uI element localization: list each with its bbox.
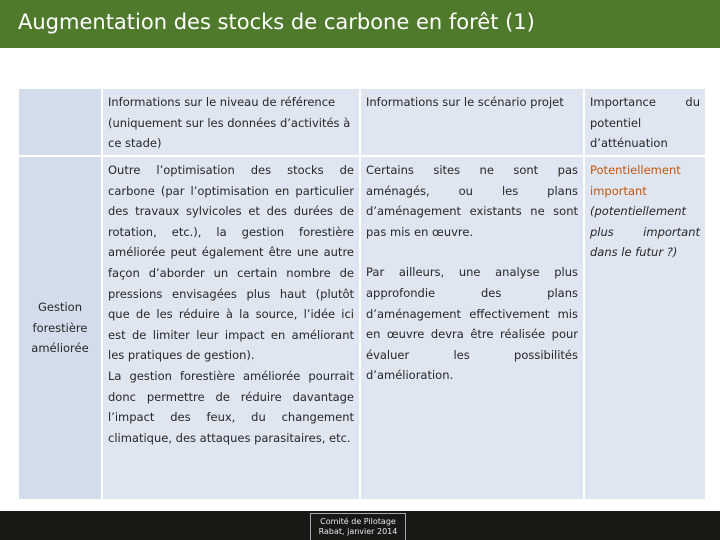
- scenario-text-paragraph-1: Certains sites ne sont pas aménagés, ou les plans d’aménagement existants ne sont pas mis en œuvre.: [366, 163, 578, 239]
- project-scenario-cell: [360, 156, 584, 500]
- row-label-improved-management: Gestion forestière améliorée: [18, 156, 102, 500]
- footer-line-2: Rabat, janvier 2014: [318, 527, 398, 536]
- reference-text-paragraph-1: Outre l’optimisation des stocks de carbone (par l’optimisation en particulier des travaux sylvicoles et des durées de rotation, etc.), la gestion forestière améliorée peut également être une autre façon d’aborder un certain nombre de pressions envisagées plus haut (plutôt que de les réduire à la source, l’idée ici est de limiter leur impact en améliorant les pratiques de gestion).: [108, 163, 354, 363]
- footer-caption: [310, 513, 406, 540]
- header-project-scenario: Informations sur le scénario projet: [360, 88, 584, 156]
- scenario-text-paragraph-2: Par ailleurs, une analyse plus approfondie des plans d’aménagement effectivement mis en œuvre devra être réalisée pour évaluer les possibilités d’amélioration.: [366, 265, 578, 383]
- importance-rating: Potentiellement important: [590, 163, 681, 198]
- header-mitigation-importance: Importance du potentiel d’atténuation: [584, 88, 706, 156]
- importance-note: (potentiellement plus important dans le futur ?): [590, 204, 700, 260]
- mitigation-importance-cell: [584, 156, 706, 500]
- header-reference-level: Informations sur le niveau de référence (uniquement sur les données d’activités à ce stade): [102, 88, 360, 156]
- header-cell-empty: [18, 88, 102, 156]
- footer-line-1: Comité de Pilotage: [320, 517, 396, 526]
- reference-level-cell: [102, 156, 360, 500]
- slide-title: Augmentation des stocks de carbone en forêt (1): [18, 10, 535, 34]
- reference-text-paragraph-2: La gestion forestière améliorée pourrait donc permettre de réduire davantage l’impact des feux, du changement climatique, des attaques parasitaires, etc.: [108, 368, 354, 445]
- title-bar: [0, 0, 720, 48]
- paragraph-spacer: [366, 242, 578, 262]
- mitigation-table: [17, 87, 705, 501]
